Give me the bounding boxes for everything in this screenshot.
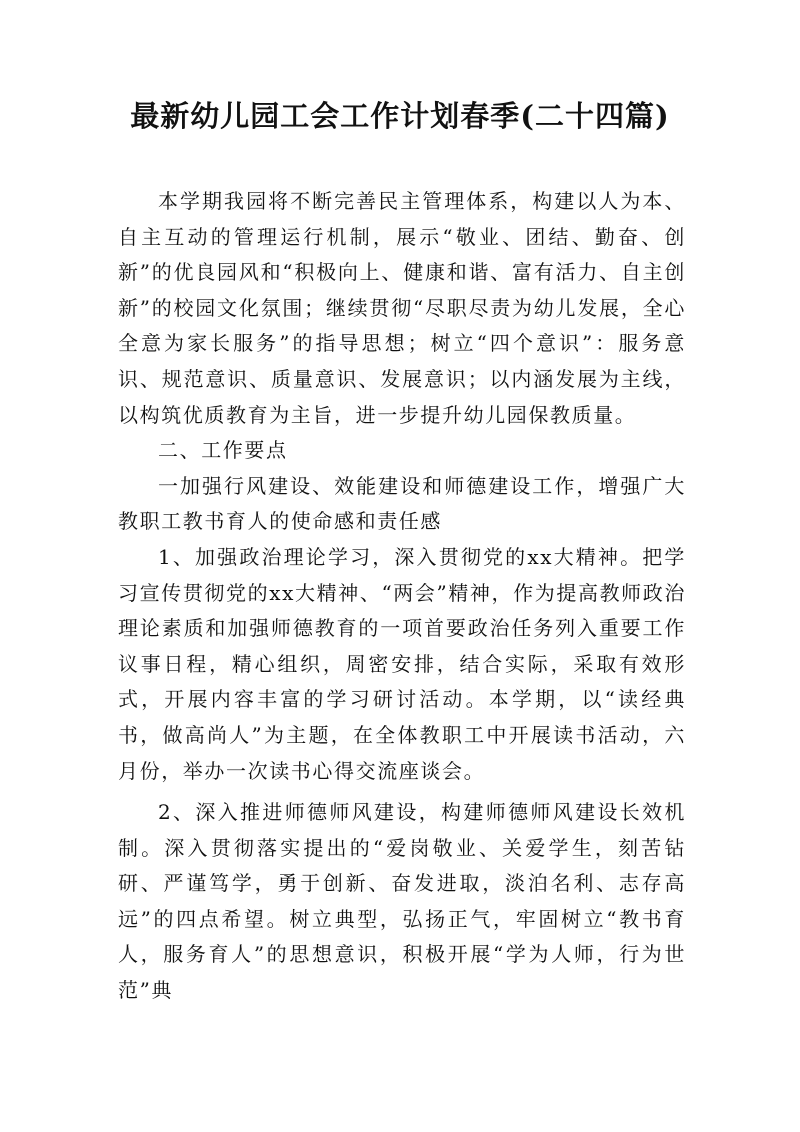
paragraph-item-1: 1、加强政治理论学习，深入贯彻党的xx大精神。把学习宣传贯彻党的xx大精神、“两会”精神，作为提高教师政治理论素质和加强师德教育的一项首要政治任务列入重要工作议事日程，精心组织，周密安排，结合实际，采取有效形式，开展内容丰富的学习研讨活动。本学期，以“读经典书，做高尚人”为主题，在全体教职工中开展读书活动，六月份，举办一次读书心得交流座谈会。 <box>118 544 686 783</box>
document-body <box>118 184 686 1009</box>
paragraph-item-2: 2、深入推进师德师风建设，构建师德师风建设长效机制。深入贯彻落实提出的“爱岗敬业、关爱学生，刻苦钻研、严谨笃学，勇于创新、奋发进取，淡泊名利、志存高远”的四点希望。树立典型，弘扬正气，牢固树立“教书育人，服务育人”的思想意识，积极开展“学为人师，行为世范”典 <box>118 800 686 1003</box>
document-title: 最新幼儿园工会工作计划春季(二十四篇) <box>130 99 670 133</box>
paragraph-intro: 本学期我园将不断完善民主管理体系，构建以人为本、自主互动的管理运行机制，展示“敬业、团结、勤奋、创新”的优良园风和“积极向上、健康和谐、富有活力、自主创新”的校园文化氛围；继续贯彻“尽职尽责为幼儿发展，全心全意为家长服务”的指导思想；树立“四个意识”：服务意识、规范意识、质量意识、发展意识；以内涵发展为主线，以构筑优质教育为主旨，进一步提升幼儿园保教质量。 <box>118 189 686 427</box>
subsection-heading: 一加强行风建设、效能建设和师德建设工作，增强广大教职工教书育人的使命感和责任感 <box>118 473 686 534</box>
section-heading-work-points: 二、工作要点 <box>158 438 288 463</box>
